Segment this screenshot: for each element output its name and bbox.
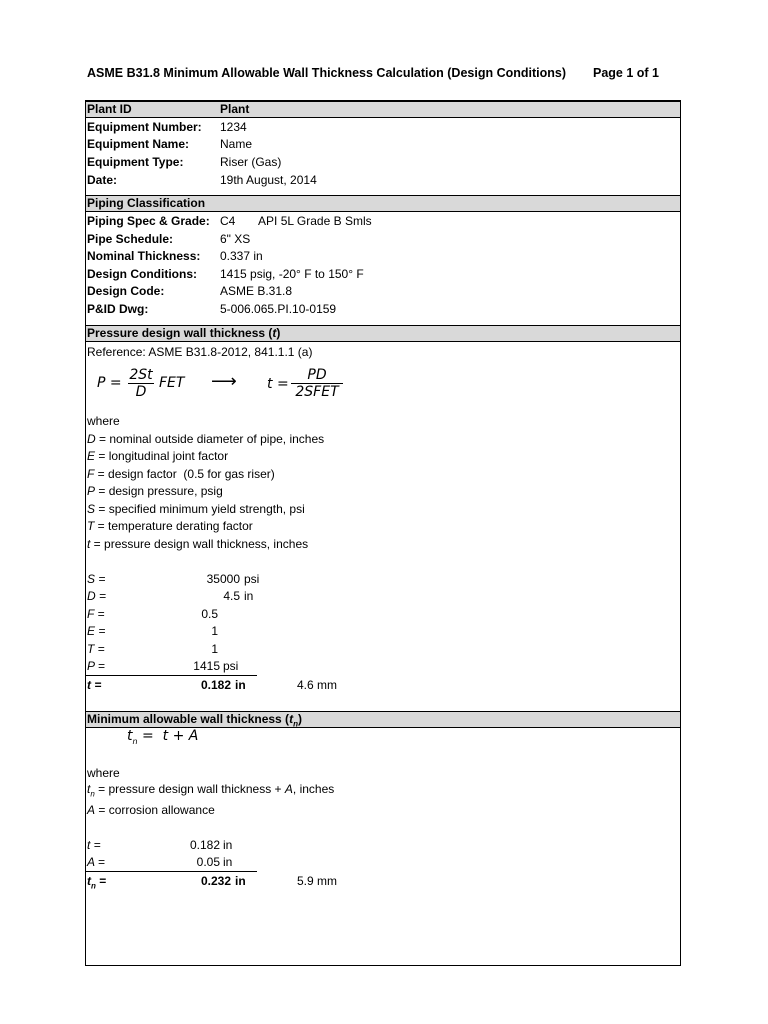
- value-unit: in: [223, 855, 233, 869]
- value-unit: in: [244, 589, 254, 603]
- value-symbol: t =: [87, 838, 101, 852]
- definition-text: = specified minimum yield strength, psi: [95, 502, 305, 516]
- definition-text: = design factor (0.5 for gas riser): [94, 467, 275, 481]
- arrow-icon: ⟶: [211, 371, 237, 391]
- sum-rule: [86, 675, 257, 676]
- result-unit: in: [235, 678, 246, 692]
- definition-symbol: P: [87, 484, 96, 498]
- minimum-band-text: Minimum allowable wall thickness (: [87, 712, 290, 726]
- definition-text: = pressure design wall thickness +: [94, 782, 285, 796]
- pid-dwg-value: 5-006.065.PI.10-0159: [220, 302, 337, 316]
- definition-symbol: A: [87, 803, 96, 817]
- pipe-schedule-value: 6" XS: [220, 232, 251, 246]
- pid-dwg-label: P&ID Dwg:: [87, 302, 149, 316]
- formula-p-tail: FET: [159, 375, 185, 391]
- definition-text: = temperature derating factor: [94, 519, 253, 533]
- minimum-band-sub: n: [293, 719, 298, 729]
- value-symbol: E =: [87, 624, 106, 638]
- result-symbol-sub: n: [91, 881, 96, 891]
- definition-row: [87, 803, 215, 817]
- formula-p-lhs: P =: [97, 375, 122, 391]
- definition-text: = design pressure, psig: [95, 484, 223, 498]
- value-number: 1415: [193, 659, 220, 673]
- equipment-number-label: Equipment Number:: [87, 120, 202, 134]
- design-conditions-label: Design Conditions:: [87, 267, 197, 281]
- calculation-sheet: [85, 100, 681, 966]
- pressure-reference: Reference: ASME B31.8-2012, 841.1.1 (a): [87, 345, 313, 359]
- nominal-thickness-value: 0.337 in: [220, 249, 263, 263]
- pressure-band-text: Pressure design wall thickness (: [87, 326, 273, 340]
- sum-rule: [86, 871, 257, 872]
- definition-text: = longitudinal joint factor: [95, 449, 229, 463]
- value-number: 0.05: [196, 855, 220, 869]
- pressure-band-close: ): [276, 326, 281, 340]
- definition-row: [87, 432, 324, 446]
- definition-row: [87, 449, 228, 463]
- definition-text: , inches: [292, 782, 335, 796]
- minimum-band-close: ): [297, 712, 302, 726]
- value-number: 35000: [206, 572, 240, 586]
- definition-symbol: E: [87, 449, 96, 463]
- pipe-schedule-label: Pipe Schedule:: [87, 232, 174, 246]
- minimum-thickness-band: [86, 711, 680, 728]
- result-symbol-eq: =: [95, 874, 107, 888]
- equipment-type-label: Equipment Type:: [87, 155, 184, 169]
- result-symbol: t =: [87, 678, 102, 692]
- formula-t-denominator: 2SFET: [291, 383, 343, 400]
- value-symbol: S =: [87, 572, 106, 586]
- value-number: 4.5: [223, 589, 240, 603]
- value-symbol: P =: [87, 659, 105, 673]
- equipment-name-value: Name: [220, 137, 253, 151]
- result-symbol-t: t: [87, 874, 91, 888]
- definition-sub: n: [90, 789, 95, 799]
- result-metric: 4.6 mm: [297, 678, 338, 692]
- formula-p-numerator: 2St: [129, 367, 153, 383]
- definition-symbol: F: [87, 467, 95, 481]
- definition-text: = nominal outside diameter of pipe, inches: [95, 432, 325, 446]
- document-title: ASME B31.8 Minimum Allowable Wall Thickness Calculation (Design Conditions): [87, 66, 566, 80]
- minimum-band-var: t: [289, 712, 294, 726]
- equipment-type-value: Riser (Gas): [220, 155, 282, 169]
- value-symbol: F =: [87, 607, 105, 621]
- value-number: 0.182: [189, 838, 220, 852]
- formula-t-lhs: t =: [267, 376, 289, 392]
- minimum-formula-lhs: t: [127, 728, 133, 744]
- piping-classification-band: Piping Classification: [86, 195, 680, 212]
- pressure-design-band: [86, 325, 680, 342]
- pressure-band-var: t: [272, 326, 277, 340]
- definition-row: [87, 502, 305, 516]
- value-symbol: D =: [87, 589, 107, 603]
- definition-text: = corrosion allowance: [95, 803, 215, 817]
- design-code-value: ASME B.31.8: [220, 284, 293, 298]
- minimum-where: where: [87, 766, 120, 780]
- definition-row: [87, 782, 334, 798]
- plant-id-label: Plant ID: [87, 102, 132, 116]
- piping-spec-value: C4 API 5L Grade B Smls: [220, 214, 372, 228]
- plant-id-band: [86, 101, 680, 118]
- value-number: 0.5: [201, 607, 218, 621]
- result-symbol: [87, 874, 106, 890]
- definition-row: [87, 484, 223, 498]
- value-number: 1: [211, 642, 218, 656]
- definition-symbol: T: [87, 519, 95, 533]
- equipment-name-label: Equipment Name:: [87, 137, 190, 151]
- result-metric: 5.9 mm: [297, 874, 338, 888]
- design-conditions-value: 1415 psig, -20° F to 150° F: [220, 267, 364, 281]
- value-unit: psi: [244, 572, 260, 586]
- minimum-formula-rhs: = t + A: [137, 728, 199, 744]
- design-code-label: Design Code:: [87, 284, 165, 298]
- result-value: 0.182: [200, 678, 231, 692]
- date-label: Date:: [87, 173, 118, 187]
- definition-symbol: t: [87, 537, 91, 551]
- definition-row: [87, 519, 253, 533]
- formula-t-fraction: [291, 367, 343, 400]
- result-value: 0.232: [200, 874, 231, 888]
- formula-p-denominator: D: [128, 383, 154, 400]
- definition-symbol: S: [87, 502, 96, 516]
- definition-symbol: D: [87, 432, 96, 446]
- date-value: 19th August, 2014: [220, 173, 317, 187]
- definition-row: [87, 537, 308, 551]
- formula-p-fraction: [128, 367, 154, 400]
- piping-spec-label: Piping Spec & Grade:: [87, 214, 210, 228]
- value-unit: in: [223, 838, 233, 852]
- value-symbol: T =: [87, 642, 105, 656]
- result-unit: in: [235, 874, 246, 888]
- minimum-formula-sub: n: [132, 736, 138, 746]
- minimum-formula: [127, 728, 198, 746]
- value-unit: psi: [223, 659, 239, 673]
- value-number: 1: [211, 624, 218, 638]
- value-symbol: A =: [87, 855, 105, 869]
- nominal-thickness-label: Nominal Thickness:: [87, 249, 201, 263]
- formula-t-numerator: PD: [307, 367, 327, 383]
- plant-id-value: Plant: [220, 102, 250, 116]
- equipment-number-value: 1234: [220, 120, 247, 134]
- definition-row: [87, 467, 275, 481]
- definition-text: = pressure design wall thickness, inches: [90, 537, 309, 551]
- definition-symbol: t: [87, 782, 91, 796]
- pressure-where: where: [87, 414, 120, 428]
- definition-symbol: A: [284, 782, 293, 796]
- page-number: Page 1 of 1: [593, 66, 659, 80]
